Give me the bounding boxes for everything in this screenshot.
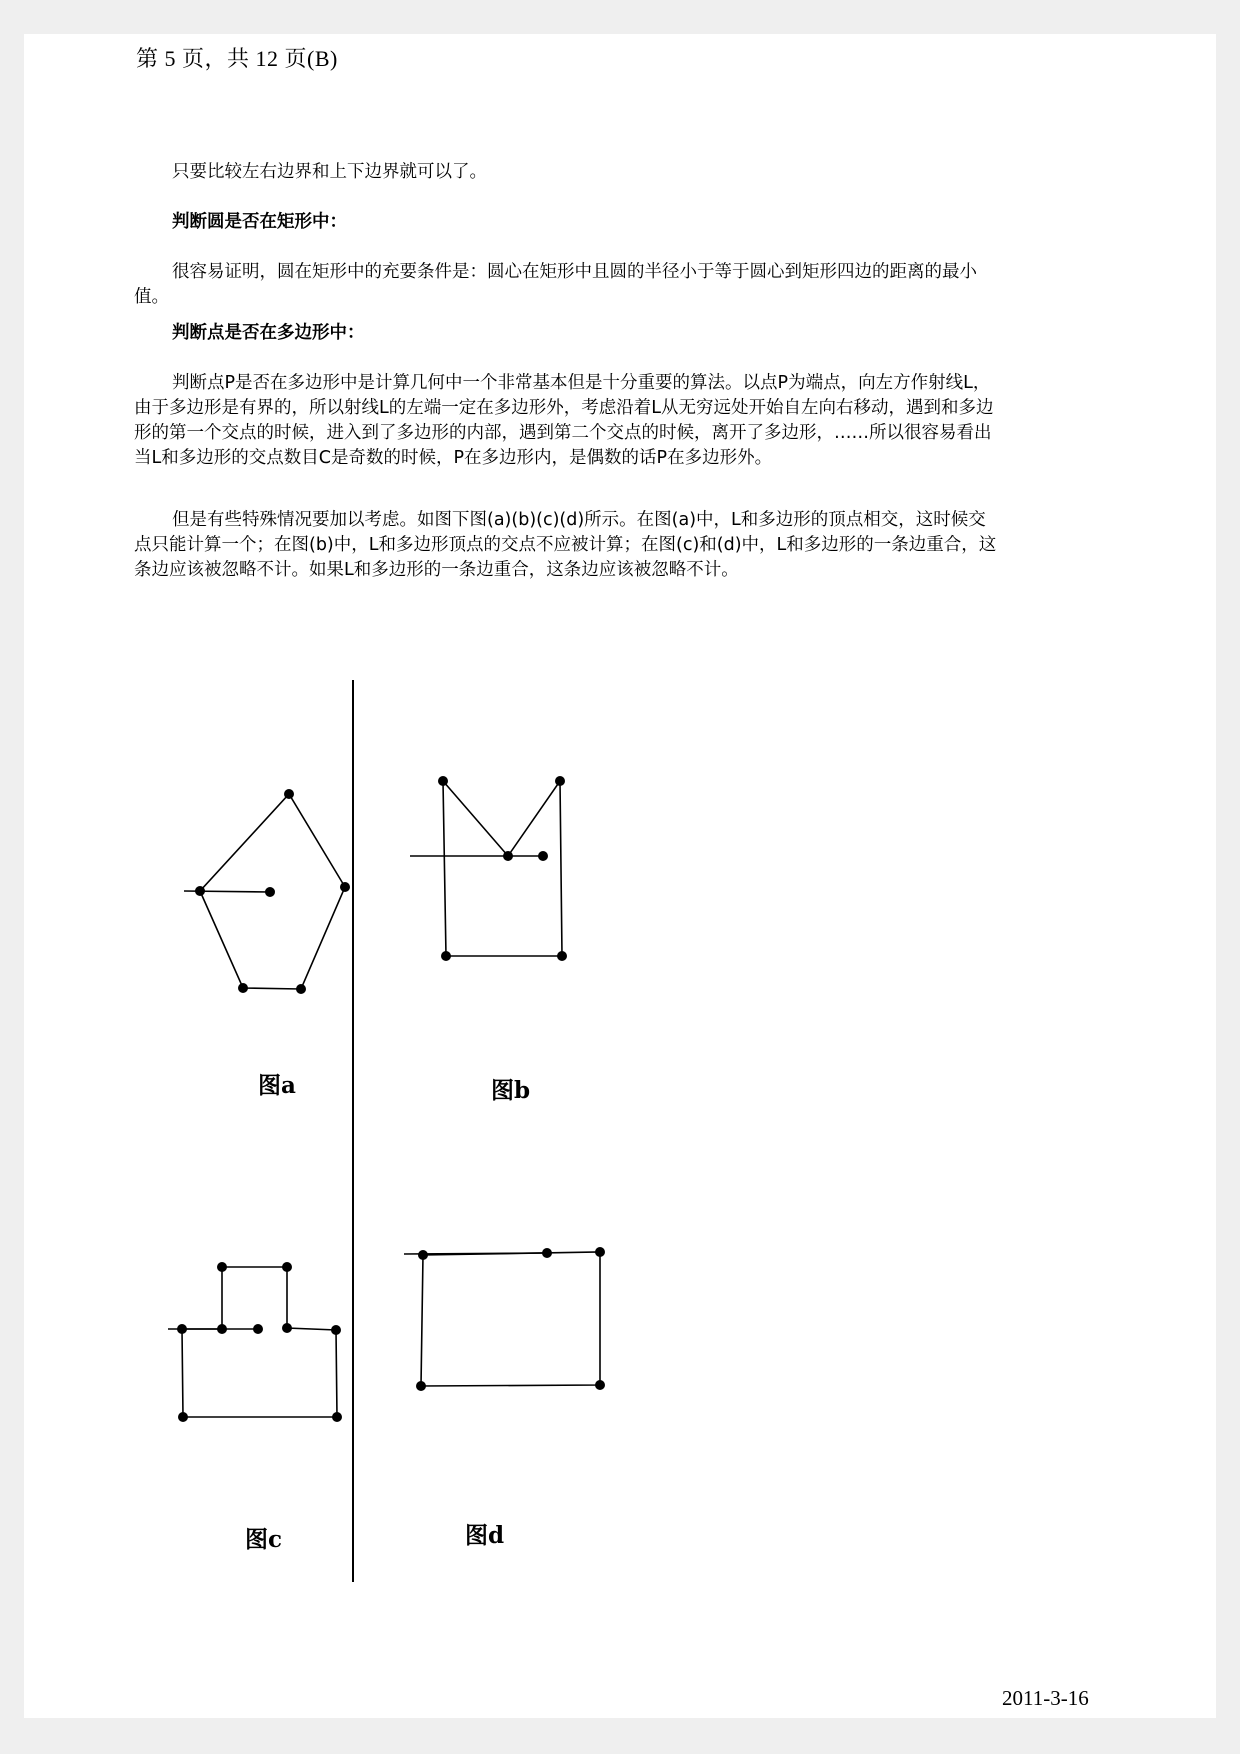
figure-c-polygon — [182, 1267, 337, 1417]
figures-illustration — [24, 34, 1216, 1718]
page-header: 第 5 页，共 12 页(B) — [136, 46, 338, 71]
figure-c-diagram — [168, 1267, 337, 1417]
paragraph-special-cases: 但是有些特殊情况要加以考虑。如图下图(a)(b)(c)(d)所示。在图(a)中，L和多边形的顶点相交，这时候交点只能计算一个；在图(b)中，L和多边形顶点的交点不应被计算；在图(c)和(d)中，L和多边形的一条边重合，这条边应该被忽略不计。如果L和多边形的一条边重合，这条边应该被忽略不计。 — [134, 510, 997, 580]
figure-d-caption: 图d — [465, 1522, 505, 1549]
page-footer-date: 2011-3-16 — [1002, 1686, 1089, 1710]
figure-b-vertices — [438, 776, 567, 961]
heading-circle-in-rect: 判断圆是否在矩形中： — [172, 212, 347, 232]
heading-point-in-polygon: 判断点是否在多边形中： — [172, 323, 365, 343]
figure-b-polygon — [443, 781, 562, 956]
paragraph-ray-casting: 判断点P是否在多边形中是计算几何中一个非常基本但是十分重要的算法。以点P为端点，向左方作射线L，由于多边形是有界的，所以射线L的左端一定在多边形外，考虑沿着L从无穷远处开始自左向右移动，遇到和多边形的第一个交点的时候，进入到了多边形的内部，遇到第二个交点的时候，离开了多边形，……所以很容易看出当L和多边形的交点数目C是奇数的时候，P在多边形内，是偶数的话P在多边形外。 — [134, 373, 994, 468]
figure-b-diagram — [410, 781, 562, 956]
figure-d-vertices — [416, 1247, 605, 1391]
figure-a-caption: 图a — [258, 1072, 296, 1099]
figure-c-caption: 图c — [245, 1526, 283, 1553]
paragraph-circle-condition: 很容易证明，圆在矩形中的充要条件是：圆心在矩形中且圆的半径小于等于圆心到矩形四边的距离的最小值。 — [134, 262, 977, 307]
paragraph-bounds: 只要比较左右边界和上下边界就可以了。 — [172, 162, 487, 182]
figure-b-caption: 图b — [491, 1077, 531, 1104]
figure-c-vertices — [177, 1262, 342, 1422]
figure-d-polygon — [421, 1252, 600, 1386]
document-page — [24, 34, 1216, 1718]
figure-d-diagram — [404, 1252, 600, 1386]
figure-a-diagram — [184, 794, 345, 989]
